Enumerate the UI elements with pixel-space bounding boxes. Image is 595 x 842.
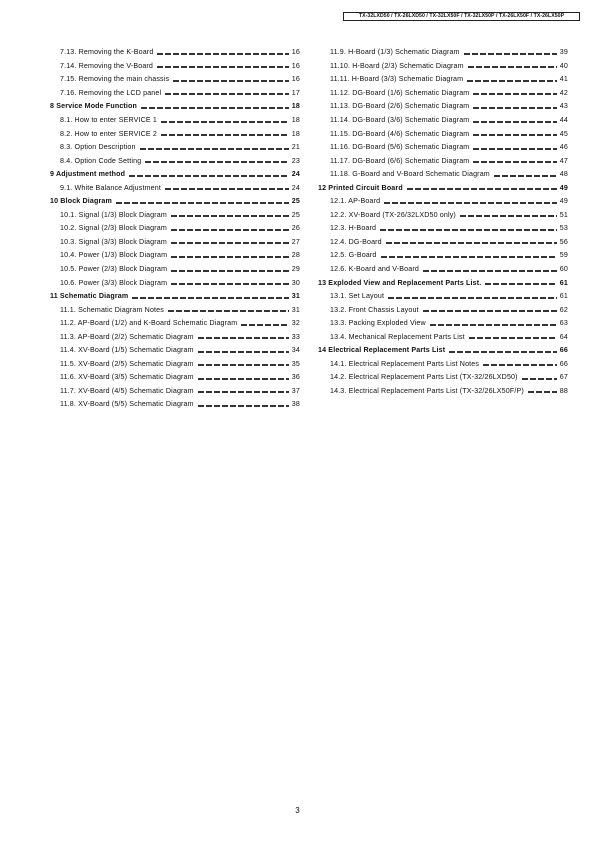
toc-entry-page: 59 (559, 251, 568, 260)
toc-leader-dashes (129, 175, 289, 177)
toc-leader-dashes (171, 215, 289, 217)
toc-entry-title: 7.14. Removing the V-Board (60, 61, 154, 70)
toc-subsection-entry[interactable] (318, 263, 568, 277)
toc-entry-title: 11.17. DG-Board (6/6) Schematic Diagram (330, 156, 470, 165)
toc-entry-title: 10.6. Power (3/3) Block Diagram (60, 278, 168, 287)
toc-entry-page: 44 (559, 116, 568, 124)
toc-leader-dashes (473, 93, 556, 95)
toc-entry-title: 13.1. Set Layout (330, 292, 385, 301)
toc-entry-page: 48 (559, 170, 568, 179)
toc-subsection-entry[interactable] (50, 236, 300, 250)
toc-subsection-entry[interactable] (50, 114, 300, 128)
toc-entry-title: 11.10. H-Board (2/3) Schematic Diagram (330, 61, 464, 70)
toc-entry-title: 11.12. DG-Board (1/6) Schematic Diagram (330, 88, 470, 97)
toc-entry-page: 35 (291, 359, 300, 368)
toc-entry-page: 24 (291, 170, 300, 179)
toc-leader-dashes (145, 161, 289, 163)
toc-leader-dashes (171, 242, 289, 244)
toc-leader-dashes (171, 256, 289, 258)
toc-leader-dashes (157, 66, 289, 68)
toc-entry-page: 16 (291, 48, 300, 57)
toc-section-entry[interactable] (318, 181, 568, 195)
toc-leader-dashes (473, 161, 556, 163)
toc-leader-dashes (173, 80, 289, 82)
toc-subsection-entry[interactable] (50, 303, 300, 317)
toc-entry-page: 37 (291, 386, 300, 395)
toc-entry-title: 10 Block Diagram (50, 197, 112, 206)
toc-entry-title: 8.4. Option Code Setting (60, 156, 142, 165)
toc-subsection-entry[interactable] (318, 303, 568, 317)
toc-leader-dashes (386, 242, 557, 244)
toc-subsection-entry[interactable] (50, 398, 300, 412)
toc-entry-page: 18 (291, 129, 300, 138)
toc-subsection-entry[interactable] (50, 127, 300, 141)
toc-leader-dashes (469, 337, 557, 339)
toc-leader-dashes (198, 391, 289, 393)
toc-leader-dashes (141, 107, 289, 109)
toc-leader-dashes (473, 107, 556, 109)
toc-entry-page: 66 (559, 359, 568, 368)
toc-subsection-entry[interactable] (50, 358, 300, 372)
toc-entry-title: 11 Schematic Diagram (50, 292, 129, 301)
toc-entry-title: 11.9. H-Board (1/3) Schematic Diagram (330, 48, 460, 57)
toc-entry-page: 64 (559, 332, 568, 341)
toc-subsection-entry[interactable] (318, 60, 568, 74)
toc-entry-title: 9.1. White Balance Adjustment (60, 183, 161, 192)
toc-leader-dashes (116, 202, 289, 204)
toc-leader-dashes (171, 283, 289, 285)
toc-leader-dashes (460, 215, 557, 217)
toc-leader-dashes (384, 202, 557, 204)
toc-leader-dashes (132, 297, 288, 299)
toc-entry-title: 12.6. K-Board and V-Board (330, 265, 419, 274)
toc-subsection-entry[interactable] (318, 114, 568, 128)
toc-subsection-entry[interactable] (318, 290, 568, 304)
toc-entry-page: 56 (559, 237, 568, 246)
toc-subsection-entry[interactable] (318, 222, 568, 236)
toc-entry-title: 13.4. Mechanical Replacement Parts List (330, 332, 465, 341)
toc-entry-title: 11.5. XV-Board (2/5) Schematic Diagram (60, 359, 194, 368)
toc-leader-dashes (473, 148, 556, 150)
toc-subsection-entry[interactable] (318, 168, 568, 182)
toc-entry-title: 8.1. How to enter SERVICE 1 (60, 116, 157, 124)
toc-leader-dashes (449, 351, 557, 353)
toc-subsection-entry[interactable] (318, 358, 568, 372)
toc-leader-dashes (407, 188, 557, 190)
toc-subsection-entry[interactable] (50, 344, 300, 358)
toc-section-entry[interactable] (318, 276, 568, 290)
toc-subsection-entry[interactable] (50, 222, 300, 236)
toc-entry-page: 27 (291, 237, 300, 246)
toc-entry-page: 25 (291, 210, 300, 219)
toc-subsection-entry[interactable] (318, 46, 568, 60)
toc-section-entry[interactable] (50, 290, 300, 304)
toc-entry-title: 12 Printed Circuit Board (318, 183, 403, 192)
toc-leader-dashes (140, 148, 289, 150)
toc-leader-dashes (468, 66, 557, 68)
toc-entry-title: 7.15. Removing the main chassis (60, 75, 170, 84)
toc-entry-page: 17 (291, 88, 300, 97)
toc-subsection-entry[interactable] (50, 141, 300, 155)
toc-section-entry[interactable] (50, 168, 300, 182)
toc-subsection-entry[interactable] (318, 317, 568, 331)
toc-section-entry[interactable] (318, 344, 568, 358)
toc-entry-page: 49 (559, 197, 568, 206)
toc-entry-page: 28 (291, 251, 300, 260)
toc-entry-title: 10.2. Signal (2/3) Block Diagram (60, 224, 167, 233)
toc-entry-title: 12.4. DG-Board (330, 237, 382, 246)
toc-entry-title: 11.13. DG-Board (2/6) Schematic Diagram (330, 102, 470, 111)
toc-entry-title: 10.3. Signal (3/3) Block Diagram (60, 237, 167, 246)
toc-entry-page: 39 (559, 48, 568, 57)
toc-left-column (50, 46, 300, 412)
toc-subsection-entry[interactable] (318, 195, 568, 209)
toc-subsection-entry[interactable] (50, 385, 300, 399)
toc-entry-title: 11.6. XV-Board (3/5) Schematic Diagram (60, 373, 194, 382)
toc-leader-dashes (161, 134, 289, 136)
toc-subsection-entry[interactable] (50, 181, 300, 195)
toc-subsection-entry[interactable] (50, 330, 300, 344)
toc-entry-title: 14 Electrical Replacement Parts List (318, 346, 446, 355)
toc-entry-title: 12.3. H-Board (330, 224, 377, 233)
toc-leader-dashes (171, 270, 289, 272)
toc-entry-title: 13 Exploded View and Replacement Parts List. (318, 278, 482, 287)
toc-leader-dashes (528, 391, 557, 393)
toc-entry-page: 63 (559, 319, 568, 328)
toc-entry-title: 11.11. H-Board (3/3) Schematic Diagram (330, 75, 464, 84)
toc-leader-dashes (157, 53, 288, 55)
toc-leader-dashes (430, 324, 557, 326)
toc-entry-title: 8.3. Option Description (60, 143, 136, 152)
toc-entry-page: 88 (559, 386, 568, 395)
toc-right-column (318, 46, 568, 398)
toc-leader-dashes (381, 256, 557, 258)
toc-entry-title: 11.3. AP-Board (2/2) Schematic Diagram (60, 332, 194, 341)
toc-subsection-entry[interactable] (50, 154, 300, 168)
toc-leader-dashes (464, 53, 557, 55)
toc-entry-title: 11.2. AP-Board (1/2) and K-Board Schematic Diagram (60, 319, 238, 328)
toc-subsection-entry[interactable] (318, 87, 568, 101)
toc-entry-page: 40 (559, 61, 568, 70)
toc-subsection-entry[interactable] (50, 276, 300, 290)
toc-entry-page: 46 (559, 143, 568, 152)
toc-entry-title: 14.2. Electrical Replacement Parts List (TX-32/26LXD50) (330, 373, 518, 382)
toc-leader-dashes (423, 270, 557, 272)
toc-leader-dashes (171, 229, 289, 231)
toc-leader-dashes (388, 297, 557, 299)
toc-leader-dashes (485, 283, 556, 285)
toc-entry-title: 7.13. Removing the K-Board (60, 48, 154, 57)
toc-leader-dashes (473, 121, 556, 123)
toc-leader-dashes (494, 175, 557, 177)
toc-leader-dashes (198, 378, 289, 380)
toc-entry-page: 24 (291, 183, 300, 192)
toc-leader-dashes (198, 337, 289, 339)
toc-entry-title: 11.8. XV-Board (5/5) Schematic Diagram (60, 400, 194, 409)
toc-entry-page: 66 (559, 346, 568, 355)
toc-subsection-entry[interactable] (318, 127, 568, 141)
toc-subsection-entry[interactable] (318, 385, 568, 399)
toc-entry-title: 13.3. Packing Exploded View (330, 319, 426, 328)
toc-entry-page: 33 (291, 332, 300, 341)
toc-entry-title: 10.1. Signal (1/3) Block Diagram (60, 210, 167, 219)
toc-entry-page: 38 (291, 400, 300, 409)
toc-entry-title: 12.5. G-Board (330, 251, 377, 260)
toc-entry-page: 30 (291, 278, 300, 287)
toc-entry-page: 31 (291, 292, 300, 301)
toc-leader-dashes (168, 310, 289, 312)
toc-entry-page: 43 (559, 102, 568, 111)
toc-subsection-entry[interactable] (318, 330, 568, 344)
toc-entry-page: 16 (291, 75, 300, 84)
toc-leader-dashes (241, 324, 288, 326)
toc-leader-dashes (198, 364, 289, 366)
toc-entry-title: 11.14. DG-Board (3/6) Schematic Diagram (330, 116, 470, 124)
toc-entry-title: 14.1. Electrical Replacement Parts List Notes (330, 359, 480, 368)
toc-entry-title: 11.18. G-Board and V-Board Schematic Diagram (330, 170, 490, 179)
toc-subsection-entry[interactable] (50, 249, 300, 263)
toc-entry-page: 21 (291, 143, 300, 152)
toc-entry-page: 67 (559, 373, 568, 382)
toc-entry-title: 7.16. Removing the LCD panel (60, 88, 162, 97)
toc-subsection-entry[interactable] (50, 371, 300, 385)
toc-subsection-entry[interactable] (318, 141, 568, 155)
toc-entry-title: 11.1. Schematic Diagram Notes (60, 305, 164, 314)
toc-leader-dashes (161, 121, 289, 123)
toc-leader-dashes (380, 229, 557, 231)
toc-entry-title: 12.2. XV-Board (TX-26/32LXD50 only) (330, 210, 456, 219)
toc-subsection-entry[interactable] (318, 154, 568, 168)
toc-leader-dashes (483, 364, 557, 366)
toc-entry-page: 16 (291, 61, 300, 70)
toc-entry-page: 41 (559, 75, 568, 84)
toc-subsection-entry[interactable] (318, 236, 568, 250)
toc-entry-page: 47 (559, 156, 568, 165)
toc-leader-dashes (165, 188, 289, 190)
toc-entry-title: 11.4. XV-Board (1/5) Schematic Diagram (60, 346, 194, 355)
toc-subsection-entry[interactable] (50, 263, 300, 277)
toc-entry-title: 9 Adjustment method (50, 170, 126, 179)
toc-entry-page: 51 (559, 210, 568, 219)
toc-entry-title: 10.4. Power (1/3) Block Diagram (60, 251, 168, 260)
toc-entry-page: 32 (291, 319, 300, 328)
toc-entry-page: 25 (291, 197, 300, 206)
toc-leader-dashes (522, 378, 557, 380)
toc-entry-title: 11.7. XV-Board (4/5) Schematic Diagram (60, 386, 194, 395)
toc-entry-page: 31 (291, 305, 300, 314)
toc-entry-title: 10.5. Power (2/3) Block Diagram (60, 265, 168, 274)
toc-entry-page: 61 (559, 292, 568, 301)
toc-leader-dashes (198, 351, 289, 353)
toc-leader-dashes (423, 310, 557, 312)
toc-entry-page: 18 (291, 116, 300, 124)
toc-leader-dashes (467, 80, 557, 82)
toc-subsection-entry[interactable] (50, 60, 300, 74)
toc-entry-page: 49 (559, 183, 568, 192)
toc-subsection-entry[interactable] (50, 209, 300, 223)
toc-subsection-entry[interactable] (318, 100, 568, 114)
toc-subsection-entry[interactable] (50, 87, 300, 101)
toc-subsection-entry[interactable] (318, 209, 568, 223)
toc-entry-page: 36 (291, 373, 300, 382)
toc-entry-page: 34 (291, 346, 300, 355)
toc-entry-title: 13.2. Front Chassis Layout (330, 305, 419, 314)
toc-entry-page: 18 (291, 102, 300, 111)
toc-subsection-entry[interactable] (318, 371, 568, 385)
toc-entry-page: 45 (559, 129, 568, 138)
toc-entry-title: 8.2. How to enter SERVICE 2 (60, 129, 157, 138)
toc-section-entry[interactable] (50, 100, 300, 114)
toc-entry-page: 61 (559, 278, 568, 287)
toc-subsection-entry[interactable] (318, 249, 568, 263)
model-header: TX-32LXD50 / TX-26LXD50 / TX-32LX50F / TX-32LX50P / TX-26LX50F / TX-26LX50P (343, 12, 580, 21)
toc-entry-page: 26 (291, 224, 300, 233)
toc-entry-page: 60 (559, 265, 568, 274)
toc-subsection-entry[interactable] (50, 317, 300, 331)
toc-entry-page: 23 (291, 156, 300, 165)
toc-entry-title: 11.16. DG-Board (5/6) Schematic Diagram (330, 143, 470, 152)
page-number: 3 (295, 806, 300, 815)
toc-leader-dashes (473, 134, 556, 136)
toc-entry-page: 62 (559, 305, 568, 314)
toc-entry-title: 14.3. Electrical Replacement Parts List (TX-32/26LX50F/P) (330, 386, 524, 395)
toc-entry-title: 12.1. AP-Board (330, 197, 381, 206)
toc-subsection-entry[interactable] (50, 73, 300, 87)
toc-entry-page: 53 (559, 224, 568, 233)
toc-entry-page: 29 (291, 265, 300, 274)
toc-subsection-entry[interactable] (50, 46, 300, 60)
toc-leader-dashes (165, 93, 289, 95)
toc-subsection-entry[interactable] (318, 73, 568, 87)
toc-entry-page: 42 (559, 88, 568, 97)
toc-leader-dashes (198, 405, 289, 407)
toc-entry-title: 8 Service Mode Function (50, 102, 138, 111)
toc-entry-title: 11.15. DG-Board (4/6) Schematic Diagram (330, 129, 470, 138)
toc-section-entry[interactable] (50, 195, 300, 209)
